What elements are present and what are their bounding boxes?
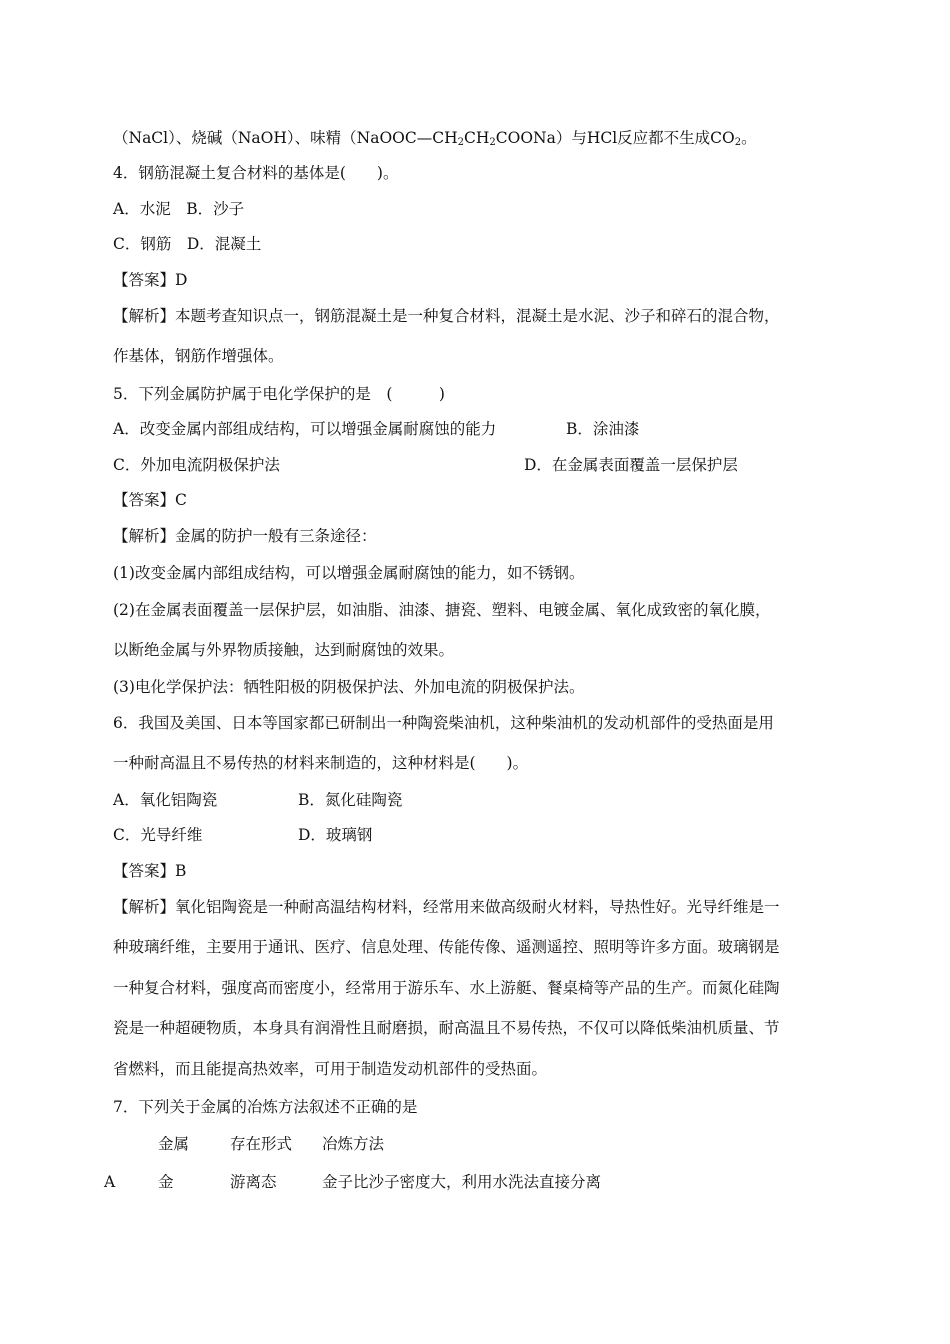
question-4-explanation-line: 作基体，钢筋作增强体。 <box>113 347 284 365</box>
question-6-explanation-line: 省燃料，而且能提高热效率，可用于制造发动机部件的受热面。 <box>113 1060 548 1078</box>
table-header-metal: 金属 <box>158 1135 190 1153</box>
table-cell-form: 游离态 <box>230 1173 277 1191</box>
prev-explanation-tail <box>113 128 757 148</box>
question-6-answer: 【答案】B <box>113 862 187 880</box>
question-4-answer: 【答案】D <box>113 271 188 289</box>
question-5-option-c: C．外加电流阴极保护法 <box>113 456 280 474</box>
question-6-line: 一种耐高温且不易传热的材料来制造的，这种材料是( )。 <box>113 754 529 772</box>
question-6-option-b: B．氮化硅陶瓷 <box>298 791 403 809</box>
question-6-explanation-line: 一种复合材料，强度高而密度小，经常用于游乐车、水上游艇、餐桌椅等产品的生产。而氮化硅陶 <box>113 979 780 997</box>
question-5-answer: 【答案】C <box>113 491 187 509</box>
question-5-explanation-line: (2)在金属表面覆盖一层保护层，如油脂、油漆、搪瓷、塑料、电镀金属、氧化成致密的氧化膜， <box>113 601 771 619</box>
question-5-explanation-line: (1)改变金属内部组成结构，可以增强金属耐腐蚀的能力，如不锈钢。 <box>113 564 585 582</box>
subscript: 2 <box>489 137 496 148</box>
question-4-options-ab: A．水泥 B．沙子 <box>113 200 245 218</box>
text-segment: （NaCl）、烧碱（NaOH）、味精（NaOOC—CH <box>113 129 458 147</box>
question-5-option-a: A．改变金属内部组成结构，可以增强金属耐腐蚀的能力 <box>113 420 497 438</box>
text-segment: COONa）与HCl反应都不生成CO <box>495 129 735 147</box>
question-5-option-d: D．在金属表面覆盖一层保护层 <box>524 456 738 474</box>
question-6-explanation-line: 瓷是一种超硬物质，本身具有润滑性且耐磨损，耐高温且不易传热，不仅可以降低柴油机质量、节 <box>113 1019 780 1037</box>
text-segment: CH <box>463 129 490 147</box>
question-6-option-d: D．玻璃钢 <box>298 826 373 844</box>
question-6-explanation-line: 【解析】氧化铝陶瓷是一种耐高温结构材料，经常用来做高级耐火材料，导热性好。光导纤维是一 <box>113 898 780 916</box>
question-5-explanation-line: 【解析】金属的防护一般有三条途径： <box>113 527 377 545</box>
question-6-option-a: A．氧化铝陶瓷 <box>113 791 218 809</box>
question-4-options-cd: C．钢筋 D．混凝土 <box>113 235 262 253</box>
question-6-option-c: C．光导纤维 <box>113 826 203 844</box>
question-5: 5．下列金属防护属于电化学保护的是 ( ) <box>113 385 445 403</box>
subscript: 2 <box>734 137 742 148</box>
question-6-line: 6．我国及美国、日本等国家都已研制出一种陶瓷柴油机，这种柴油机的发动机部件的受热面是用 <box>113 714 774 732</box>
question-5-option-b: B．涂油漆 <box>566 420 640 438</box>
table-cell-method: 金子比沙子密度大，利用水洗法直接分离 <box>322 1173 602 1191</box>
question-6-explanation-line: 种玻璃纤维，主要用于通讯、医疗、信息处理、传能传像、遥测遥控、照明等许多方面。玻璃钢是 <box>113 938 780 956</box>
text-segment: 。 <box>741 129 757 147</box>
table-header-form: 存在形式 <box>230 1135 293 1153</box>
table-header-method: 冶炼方法 <box>322 1135 385 1153</box>
table-row-label: A <box>104 1173 116 1191</box>
question-5-explanation-line: (3)电化学保护法：牺牲阳极的阴极保护法、外加电流的阴极保护法。 <box>113 678 585 696</box>
question-4: 4．钢筋混凝土复合材料的基体是( )。 <box>113 164 399 182</box>
question-7: 7．下列关于金属的冶炼方法叙述不正确的是 <box>113 1098 418 1116</box>
subscript: 2 <box>457 137 464 148</box>
question-5-explanation-line: 以断绝金属与外界物质接触，达到耐腐蚀的效果。 <box>113 641 455 659</box>
table-cell-metal: 金 <box>158 1173 174 1191</box>
question-4-explanation-line: 【解析】本题考查知识点一，钢筋混凝土是一种复合材料，混凝土是水泥、沙子和碎石的混合物， <box>113 307 780 325</box>
